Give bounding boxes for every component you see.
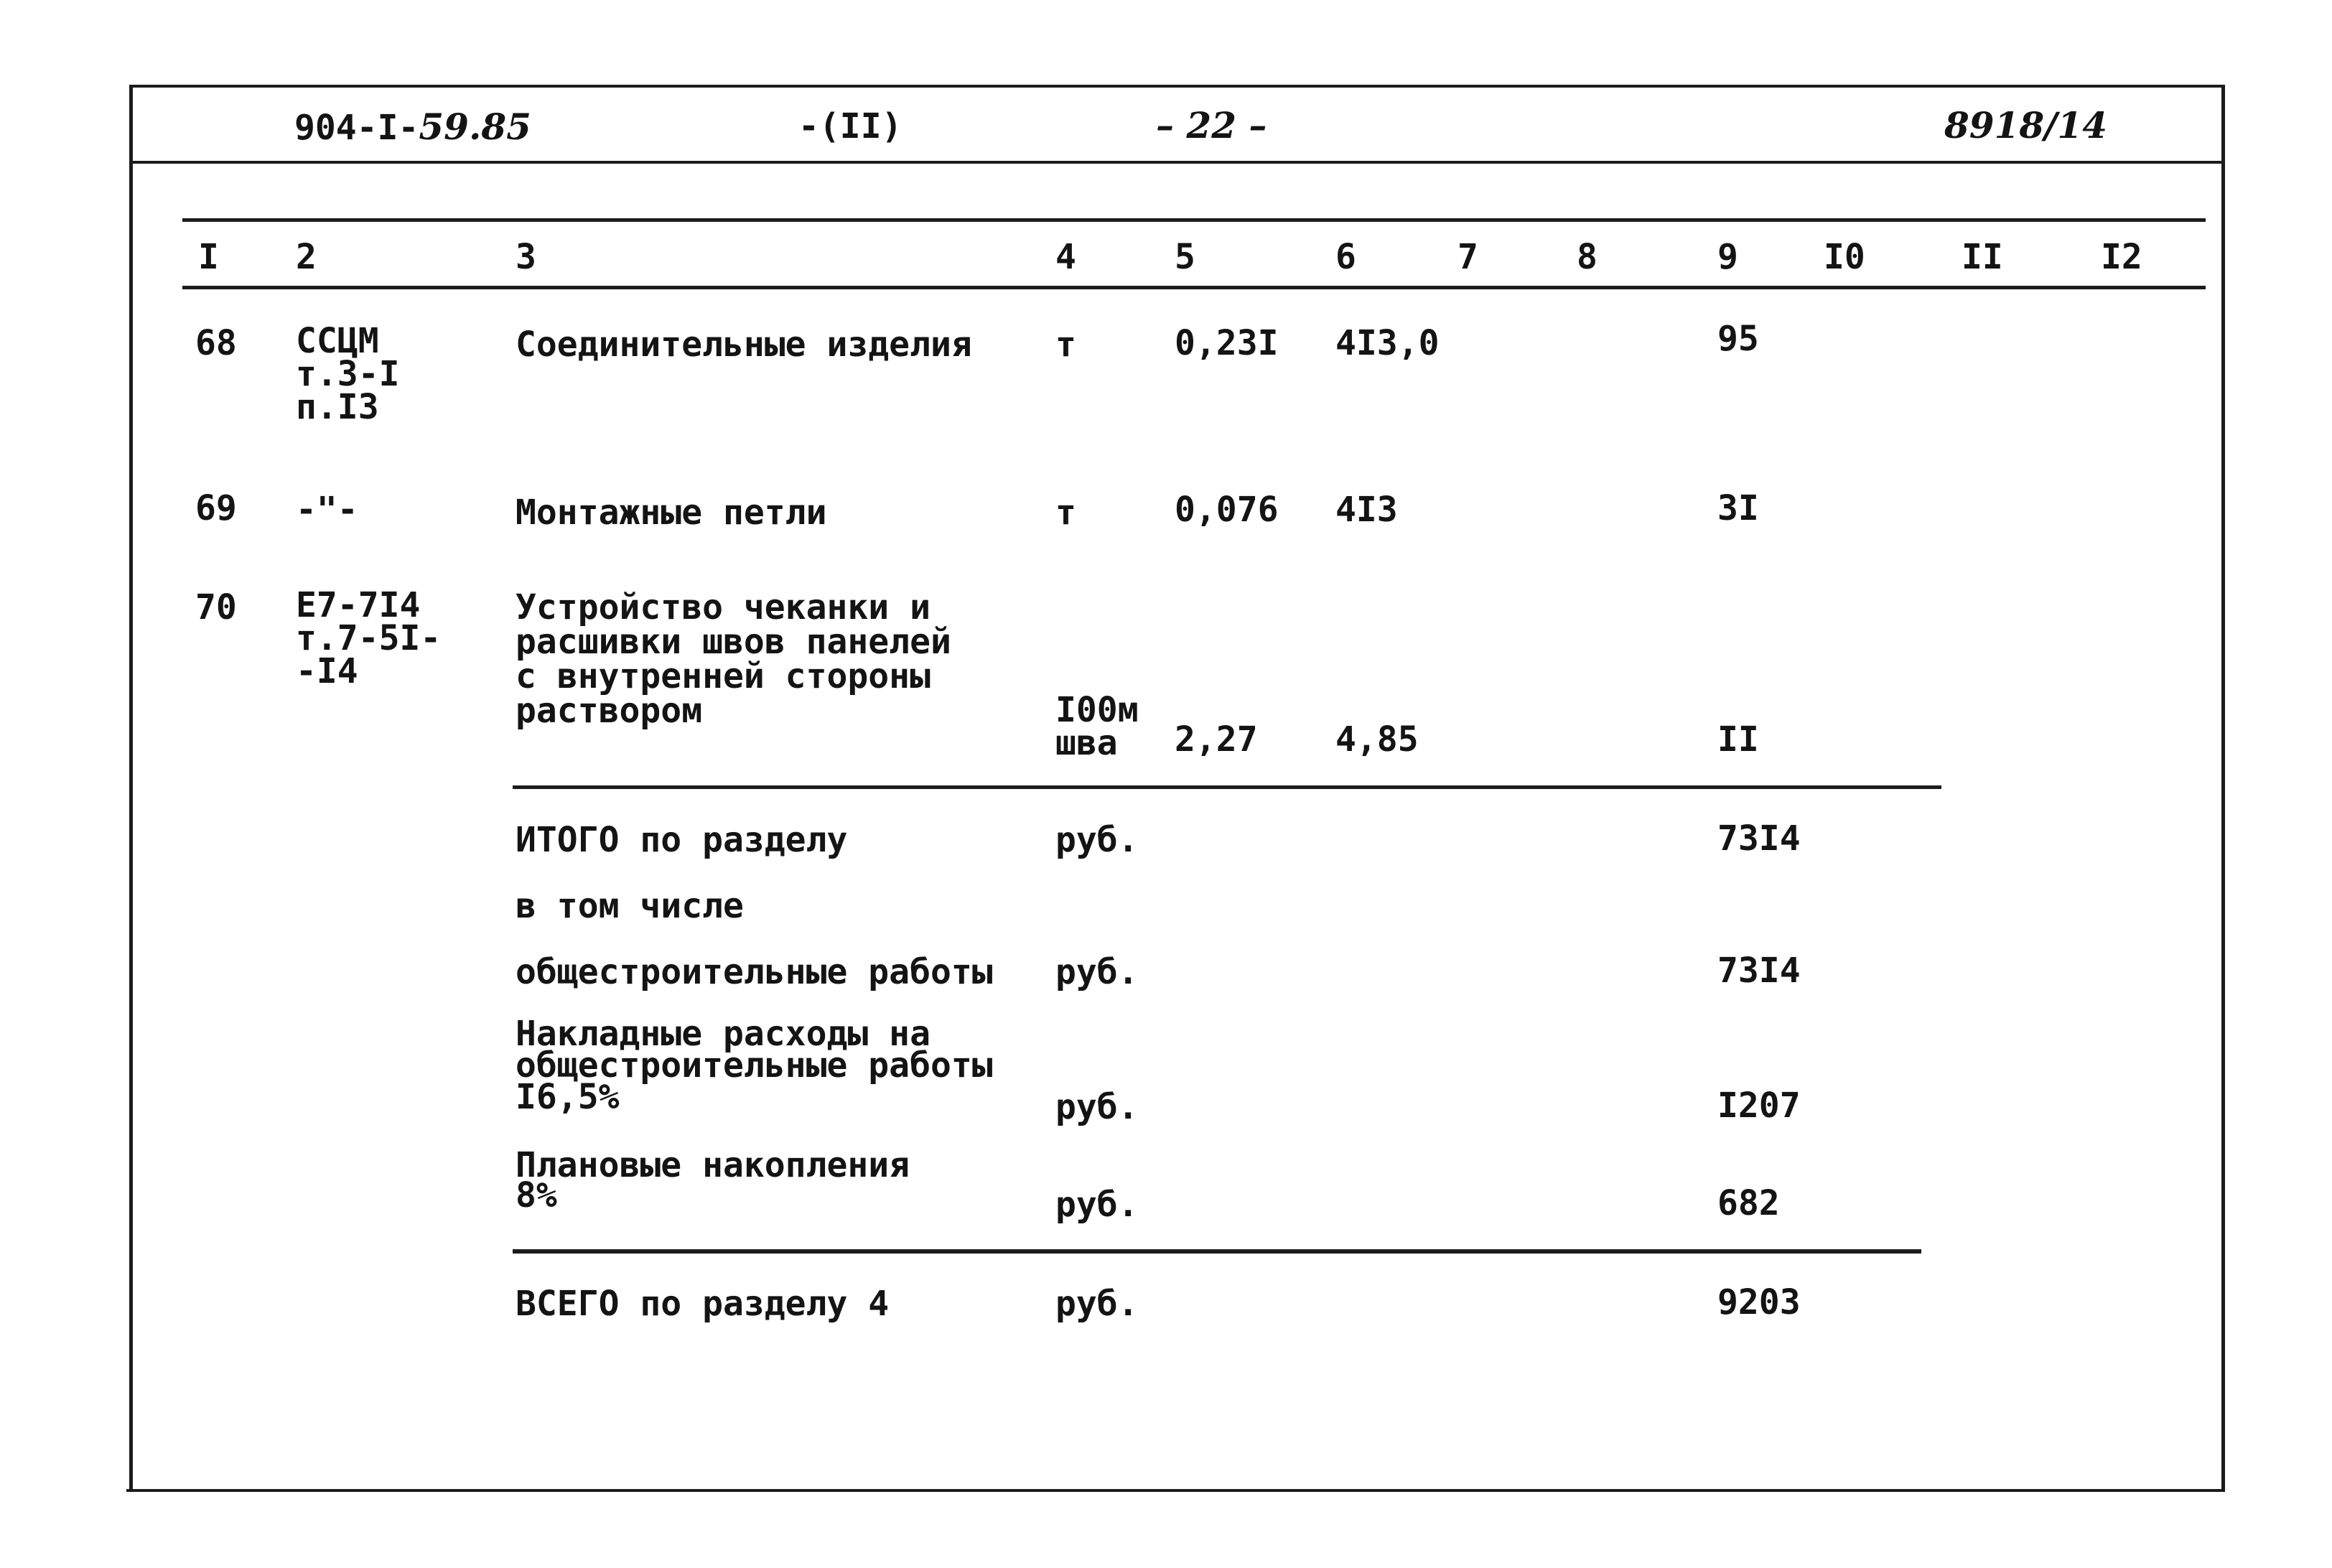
total-unit: руб. bbox=[1055, 1087, 1139, 1127]
part-number: -(II) bbox=[798, 106, 903, 146]
total-unit: руб. bbox=[1055, 820, 1139, 860]
total-value: 73I4 bbox=[1717, 818, 1801, 859]
total-value: 73I4 bbox=[1717, 951, 1801, 991]
row-number: 68 bbox=[195, 323, 237, 363]
column-header: I bbox=[198, 237, 219, 277]
total-cost: 3I bbox=[1717, 488, 1759, 528]
column-header: II bbox=[1962, 237, 2003, 277]
unit: т bbox=[1055, 325, 1076, 365]
column-header: 6 bbox=[1335, 237, 1356, 277]
item-name: Соединительные изделия bbox=[516, 325, 972, 365]
column-header: 8 bbox=[1577, 237, 1598, 277]
column-header: 9 bbox=[1717, 237, 1738, 277]
total-label: ИТОГО по разделу bbox=[516, 820, 848, 860]
norm-reference: -"- bbox=[296, 490, 358, 530]
row-number: 70 bbox=[195, 587, 237, 627]
column-header: 3 bbox=[516, 237, 536, 277]
table-header-bottom-line bbox=[182, 286, 2206, 289]
page-number: – 22 – bbox=[1156, 104, 1267, 146]
norm-reference: ССЦМ т.3-I п.I3 bbox=[296, 321, 400, 427]
unit-cost: 4I3 bbox=[1335, 490, 1398, 530]
quantity: 0,076 bbox=[1175, 490, 1279, 530]
unit: I00м шва bbox=[1055, 690, 1139, 763]
row-number: 69 bbox=[195, 488, 237, 528]
column-header: I2 bbox=[2101, 237, 2142, 277]
quantity: 2,27 bbox=[1175, 719, 1258, 760]
frame-bottom-line bbox=[126, 1489, 2224, 1492]
column-header: 4 bbox=[1055, 237, 1076, 277]
document-code-handwritten: 59.85 bbox=[419, 106, 531, 148]
subtotal-separator-line bbox=[513, 785, 1941, 789]
column-header: 7 bbox=[1458, 237, 1478, 277]
column-header: 2 bbox=[296, 237, 317, 277]
quantity: 0,23I bbox=[1175, 323, 1279, 363]
total-unit: руб. bbox=[1055, 1185, 1139, 1225]
unit-cost: 4I3,0 bbox=[1335, 323, 1440, 363]
header-bottom-line bbox=[132, 161, 2223, 164]
total-cost: II bbox=[1717, 719, 1759, 760]
document-code bbox=[294, 106, 531, 148]
grand-total-label: ВСЕГО по разделу 4 bbox=[516, 1284, 890, 1324]
frame-right-line bbox=[2221, 85, 2225, 1492]
total-unit: руб. bbox=[1055, 952, 1139, 992]
item-name: Монтажные петли bbox=[516, 493, 827, 533]
inventory-number: 8918/14 bbox=[1944, 104, 2108, 146]
document-code-printed: 904-I- bbox=[294, 108, 419, 148]
grand-total-unit: руб. bbox=[1055, 1284, 1139, 1324]
norm-reference: Е7-7I4 т.7-5I- -I4 bbox=[296, 585, 442, 691]
total-label: Накладные расходы на общестроительные работы I6,5% bbox=[516, 1014, 993, 1117]
grand-total-value: 9203 bbox=[1717, 1282, 1801, 1322]
total-value: 682 bbox=[1717, 1183, 1780, 1223]
frame-top-line bbox=[129, 85, 2224, 88]
frame-left-line bbox=[129, 85, 133, 1490]
table-top-line bbox=[182, 218, 2206, 222]
total-value: I207 bbox=[1717, 1086, 1801, 1126]
total-label: в том числе bbox=[516, 886, 744, 926]
unit: т bbox=[1055, 493, 1076, 533]
total-cost: 95 bbox=[1717, 319, 1759, 359]
unit-cost: 4,85 bbox=[1335, 719, 1419, 760]
column-header: 5 bbox=[1175, 237, 1195, 277]
item-name: Устройство чеканки и расшивки швов панелей с внутренней стороны раствором bbox=[516, 587, 951, 731]
total-label: Плановые накопления 8% bbox=[516, 1145, 910, 1215]
column-header: I0 bbox=[1824, 237, 1865, 277]
grand-total-separator-line bbox=[513, 1249, 1921, 1254]
total-label: общестроительные работы bbox=[516, 952, 993, 992]
